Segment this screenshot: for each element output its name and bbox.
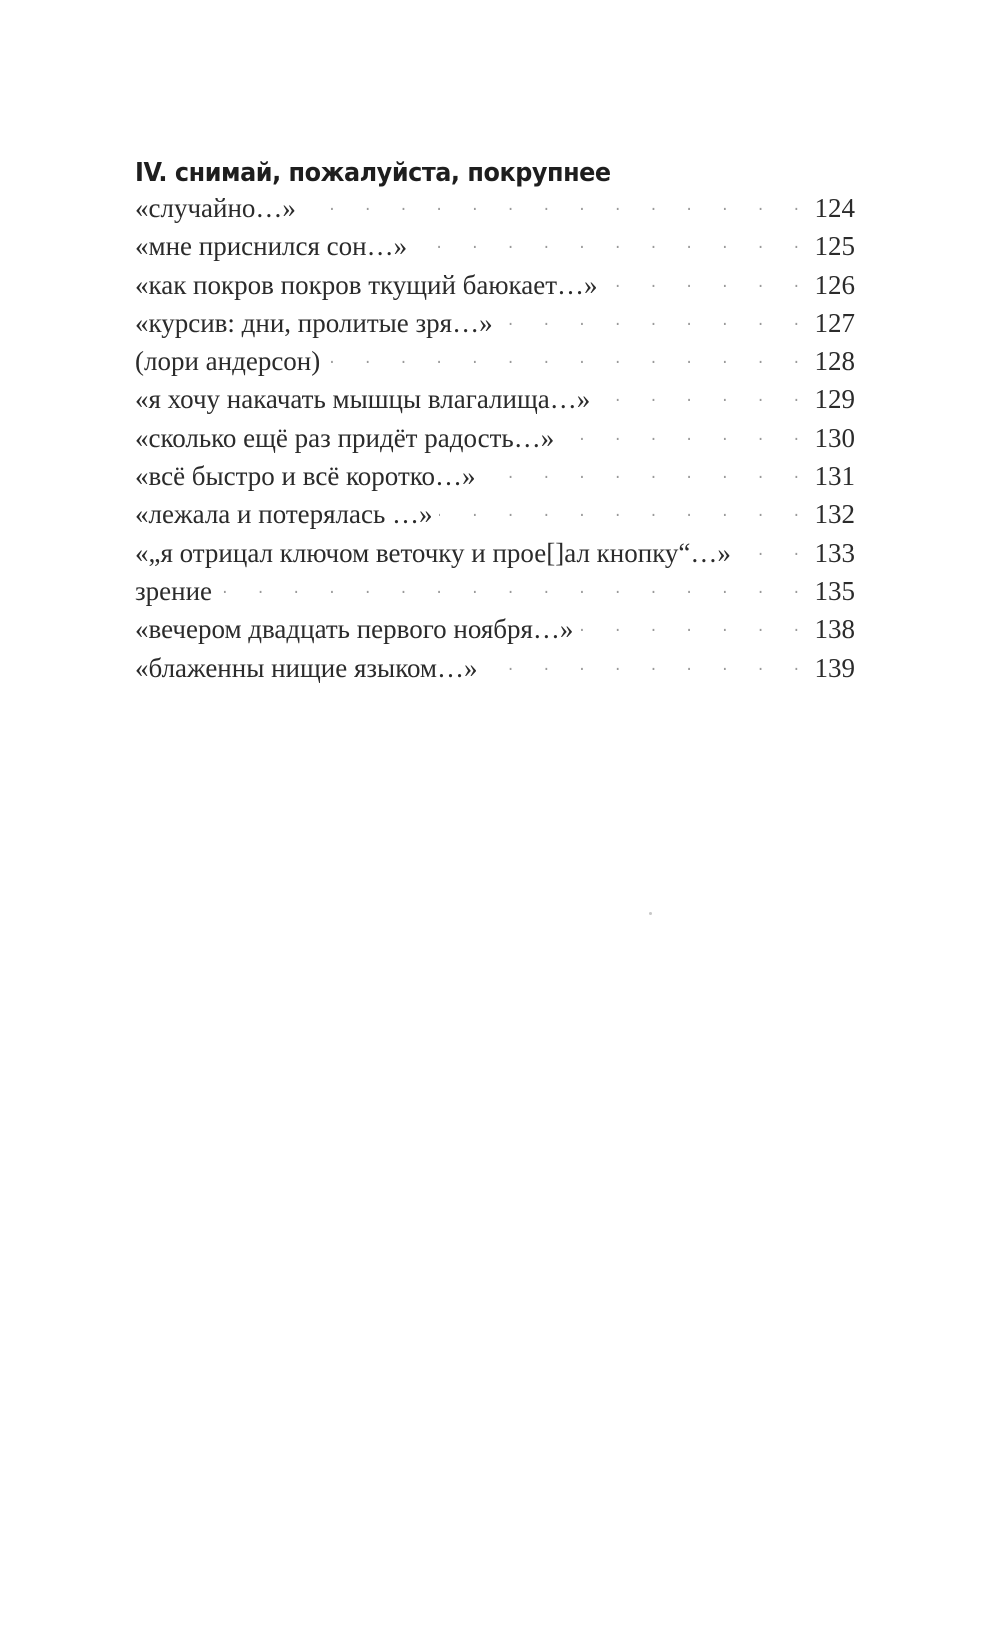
toc-entry [135, 308, 855, 346]
toc-entry [135, 653, 855, 691]
toc-entry [135, 461, 855, 499]
dot-leader [482, 465, 802, 485]
page-number: 128 [814, 346, 855, 377]
toc-entry [135, 193, 855, 231]
page-number: 124 [814, 193, 855, 223]
toc-entries [135, 193, 855, 691]
toc-entry [135, 538, 855, 576]
page-number: 127 [814, 307, 855, 338]
dot-leader [218, 580, 801, 600]
entry-title: «как покров покров ткущий баюкает…» [135, 269, 598, 300]
toc-entry [135, 346, 855, 384]
dot-leader [499, 312, 801, 332]
entry-title: «сколько ещё раз придёт радость…» [135, 422, 555, 453]
page-number: 125 [814, 231, 855, 262]
entry-title: «„я отрицал ключом веточку и прое[]ал кнопку“…» [135, 537, 731, 568]
page-number: 132 [814, 499, 855, 530]
page-number: 135 [814, 575, 855, 606]
entry-title: «случайно…» [135, 193, 296, 223]
dot-leader [439, 503, 801, 523]
toc-entry [135, 384, 855, 422]
entry-title: «курсив: дни, пролитые зря…» [135, 307, 493, 338]
dot-leader [604, 274, 801, 294]
dot-leader [737, 542, 801, 562]
page-number: 126 [814, 269, 855, 300]
page-number: 131 [814, 461, 855, 492]
dot-leader [413, 235, 801, 255]
toc-entry [135, 270, 855, 308]
entry-title: «вечером двадцать первого ноября…» [135, 614, 574, 645]
dot-leader [579, 618, 801, 638]
page-number: 133 [814, 537, 855, 568]
entry-title: зрение [135, 575, 213, 606]
entry-title: «блаженны нищие языком…» [135, 652, 478, 683]
toc-entry [135, 231, 855, 269]
section-title: IV. снимай, пожалуйста, покрупнее [135, 158, 611, 188]
entry-title: «всё быстро и всё коротко…» [135, 461, 476, 492]
table-of-contents [135, 155, 855, 691]
dot-leader [596, 388, 801, 408]
stray-dot [649, 912, 652, 915]
page-number: 138 [814, 614, 855, 645]
dot-leader [326, 350, 801, 370]
page-number: 129 [814, 384, 855, 415]
dot-leader [484, 657, 801, 677]
page-number: 139 [814, 652, 855, 683]
toc-entry [135, 614, 855, 652]
dot-leader [560, 427, 801, 447]
entry-title: «лежала и потерялась …» [135, 499, 433, 530]
entry-title: (лори андерсон) [135, 346, 321, 377]
toc-entry [135, 576, 855, 614]
page-number: 130 [814, 422, 855, 453]
toc-entry [135, 423, 855, 461]
entry-title: «я хочу накачать мышцы влагалища…» [135, 384, 591, 415]
dot-leader [302, 197, 801, 217]
entry-title: «мне приснился сон…» [135, 231, 408, 262]
toc-entry [135, 499, 855, 537]
